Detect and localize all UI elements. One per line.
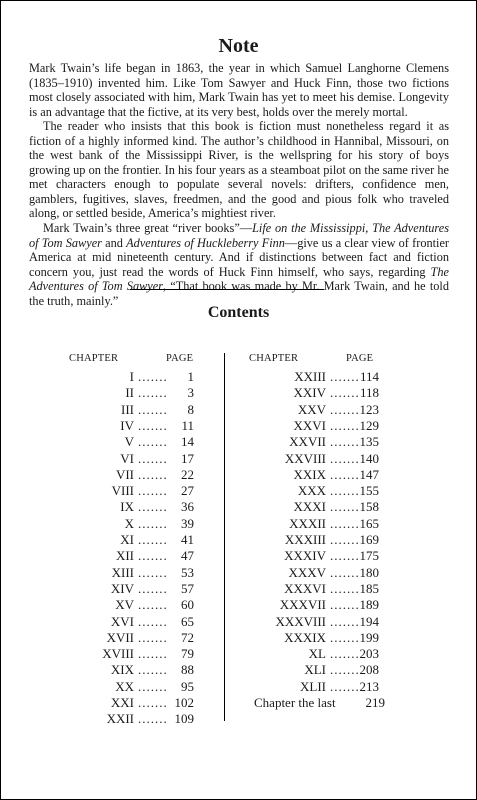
toc-entry (1, 499, 476, 515)
toc-page-number: 199 (359, 629, 379, 645)
toc-leader-dots: ....... (330, 385, 360, 401)
toc-page-number: 189 (359, 597, 379, 613)
toc-leader-dots: ....... (138, 548, 168, 564)
toc-entry (1, 597, 476, 613)
toc-entry-last (1, 695, 476, 711)
toc-leader-dots: ....... (138, 662, 168, 678)
left-page-header: PAGE (166, 353, 194, 364)
toc-leader-dots: ....... (330, 483, 360, 499)
toc-entry (1, 711, 476, 727)
toc-chapter-number: V (124, 434, 134, 450)
toc-leader-dots: ....... (138, 646, 168, 662)
toc-page-number: 219 (365, 695, 385, 710)
toc-page-number: 194 (359, 613, 379, 629)
toc-leader-dots: ....... (138, 434, 168, 450)
toc-chapter-number: XXX (297, 483, 326, 499)
toc-leader-dots: ....... (330, 417, 360, 433)
toc-page-number: 53 (181, 564, 194, 580)
toc-chapter-number: I (129, 369, 134, 384)
toc-chapter-number: VII (115, 466, 134, 482)
toc-page-number: 41 (181, 532, 194, 547)
toc-leader-dots: ....... (138, 466, 168, 482)
toc-page-number: 140 (359, 450, 379, 466)
toc-leader-dots: ....... (138, 401, 168, 417)
toc-page-number: 39 (181, 515, 194, 531)
toc-chapter-number: XLII (300, 678, 326, 694)
toc-leader-dots: ....... (330, 434, 360, 450)
toc-page-number: 72 (181, 629, 194, 645)
toc-leader-dots: ....... (330, 580, 360, 596)
toc-entry (1, 581, 476, 597)
toc-chapter-number: XXXV (288, 564, 326, 580)
toc-chapter-number: IX (120, 499, 134, 515)
toc-page-number: 36 (181, 499, 194, 515)
toc-page-number: 47 (181, 548, 194, 564)
toc-page-number: 208 (359, 662, 379, 678)
note-paragraph: The reader who insists that this book is fiction must nonetheless regard it as fiction of a highly informed kind. The author’s childhood in Hannibal, Missouri, on the west bank of the Mississippi River, is the wellspring for his story of boys growing up on the frontier. In his four years as a steamboat pilot on the same river he met characters enough to populate several novels: drifters, confidence men, gamblers, fugitives, slaves, freedmen, and the good and pious folk who traveled along, or settled beside, America’s mightiest river. (29, 119, 449, 221)
toc-page-number: 203 (359, 646, 379, 662)
toc-entry (1, 614, 476, 630)
toc-page-number: 1 (187, 369, 194, 384)
toc-leader-dots: ....... (330, 662, 360, 678)
toc-entry (1, 418, 476, 434)
toc-chapter-number: XVII (106, 629, 134, 645)
toc-page-number: 165 (359, 515, 379, 531)
toc-page-number: 22 (181, 466, 194, 482)
toc-leader-dots: ....... (138, 629, 168, 645)
toc-page-number: 147 (359, 466, 379, 482)
toc-leader-dots: ....... (138, 695, 168, 710)
note-body (29, 61, 449, 308)
toc-chapter-number: XXVI (293, 417, 326, 433)
toc-leader-dots: ....... (138, 515, 168, 531)
toc-entry (1, 385, 476, 401)
toc-leader-dots: ....... (138, 564, 168, 580)
toc-leader-dots: ....... (330, 678, 360, 694)
toc-entry (1, 483, 476, 499)
toc-chapter-number: XXI (110, 695, 134, 710)
toc-chapter-number: XXIX (293, 466, 326, 482)
toc-page-number: 185 (359, 580, 379, 596)
toc-chapter-number: IV (120, 417, 134, 433)
toc-page-number: 14 (181, 434, 194, 450)
toc-page-number: 11 (181, 417, 194, 433)
toc-leader-dots: ....... (138, 613, 168, 629)
toc-leader-dots: ....... (138, 678, 168, 694)
toc-leader-dots: ....... (138, 483, 168, 499)
toc-chapter-number: XIII (111, 564, 134, 580)
toc-leader-dots: ....... (138, 711, 168, 727)
toc-chapter-number: XXXIX (284, 629, 326, 645)
toc-chapter-number: III (121, 401, 134, 417)
toc-page-number: 213 (359, 678, 379, 694)
toc-entry (1, 646, 476, 662)
toc-page-number: 155 (359, 483, 379, 499)
toc-entry (1, 679, 476, 695)
toc-chapter-number: XXV (297, 401, 326, 417)
toc-page-number: 79 (181, 646, 194, 662)
toc-page-number: 175 (359, 548, 379, 564)
toc-page-number: 8 (187, 401, 194, 417)
toc-leader-dots: ....... (138, 417, 168, 433)
toc-leader-dots: ....... (330, 564, 360, 580)
toc-page-number: 109 (174, 711, 194, 727)
toc-chapter-title: Chapter the last (254, 695, 336, 710)
toc-page-number: 158 (359, 499, 379, 515)
toc-chapter-number: XL (308, 646, 326, 662)
toc-entry (1, 662, 476, 678)
toc-chapter-number: XXIV (293, 385, 326, 401)
toc-entry (1, 434, 476, 450)
toc-chapter-number: XXII (106, 711, 134, 727)
right-page-header: PAGE (346, 353, 374, 364)
toc-chapter-number: XXVIII (284, 450, 326, 466)
toc-leader-dots: ....... (330, 369, 360, 384)
toc-chapter-number: XV (115, 597, 134, 613)
toc-leader-dots: ....... (138, 532, 168, 547)
contents-title: Contents (207, 304, 270, 321)
toc-entry (1, 548, 476, 564)
toc-entry (1, 565, 476, 581)
toc-chapter-number: XI (120, 532, 134, 547)
toc-page-number: 135 (359, 434, 379, 450)
toc-chapter-number: VIII (111, 483, 134, 499)
toc-chapter-number: XXVII (289, 434, 326, 450)
toc-page-number: 129 (359, 417, 379, 433)
toc-page-number: 17 (181, 450, 194, 466)
toc-leader-dots: ....... (330, 532, 360, 547)
toc-leader-dots: ....... (138, 385, 168, 401)
toc-page-number: 180 (359, 564, 379, 580)
toc-chapter-number: VI (120, 450, 134, 466)
toc-page-number: 95 (181, 678, 194, 694)
toc-leader-dots: ....... (330, 629, 360, 645)
toc-chapter-number: XXXI (293, 499, 326, 515)
toc-chapter-number: XXXVIII (275, 613, 326, 629)
toc-chapter-number: XLI (304, 662, 326, 678)
toc-entry (1, 402, 476, 418)
toc-leader-dots: ....... (330, 548, 360, 564)
toc-leader-dots: ....... (138, 499, 168, 515)
toc-chapter-number: XVIII (102, 646, 134, 662)
toc-leader-dots: ....... (330, 466, 360, 482)
toc-leader-dots: ....... (330, 646, 360, 662)
toc-page-number: 57 (181, 580, 194, 596)
note-paragraph: Mark Twain’s life began in 1863, the year in which Samuel Langhorne Clemens (1835–1910) invented him. Like Tom Sawyer and Huck Finn, those two fictions most closely associated with him, Mark Twain has yet to meet his demise. Longevity is an advantage that the fictive, at its very best, holds over the merely mortal. (29, 61, 449, 119)
toc-chapter-number: XVI (110, 613, 134, 629)
toc-page-number: 114 (359, 369, 379, 384)
toc-leader-dots: ....... (138, 597, 168, 613)
section-divider (130, 289, 324, 290)
toc-page-number: 123 (359, 401, 379, 417)
toc-chapter-number: X (124, 515, 134, 531)
toc-page-number: 60 (181, 597, 194, 613)
note-paragraph: Mark Twain’s three great “river books”—Life on the Mississippi, The Adventures of Tom Sawyer and Adventures of Huckleberry Finn—give us a clear view of frontier America at mid nineteenth century. And if distinctions between fact and fiction concern you, just read the words of Huck Finn himself, who says, regarding The Adventures of Tom Sawyer, “That book was made by Mr. Mark Twain, and he told the truth, mainly.” (29, 221, 450, 308)
toc-entry (1, 467, 476, 483)
toc-page-number: 118 (359, 385, 379, 401)
left-chapter-header: CHAPTER (69, 353, 119, 364)
toc-leader-dots: ....... (330, 499, 360, 515)
toc-chapter-number: XXIII (294, 369, 326, 384)
toc-chapter-number: XXXIV (284, 548, 326, 564)
toc-leader-dots: ....... (330, 401, 360, 417)
toc-entry (1, 630, 476, 646)
toc-page-number: 88 (181, 662, 194, 678)
toc-leader-dots: ....... (330, 515, 360, 531)
toc-leader-dots: ....... (330, 450, 360, 466)
toc-entry (1, 369, 476, 385)
toc-leader-dots: ....... (330, 613, 360, 629)
toc-chapter-number: XXXVI (284, 580, 326, 596)
toc-chapter-number: XX (115, 678, 134, 694)
right-chapter-header: CHAPTER (249, 353, 299, 364)
toc-page-number: 65 (181, 613, 194, 629)
toc-chapter-number: XIV (110, 580, 134, 596)
toc-chapter-number: II (125, 385, 134, 401)
toc-chapter-number: XXXVII (279, 597, 326, 613)
toc-chapter-number: XIX (110, 662, 134, 678)
toc-page-number: 169 (359, 532, 379, 547)
toc-entry (1, 532, 476, 548)
toc-leader-dots: ....... (138, 580, 168, 596)
toc-chapter-number: XXXII (289, 515, 326, 531)
toc-entry (1, 516, 476, 532)
toc-leader-dots: ....... (138, 450, 168, 466)
toc-leader-dots: ....... (138, 369, 168, 384)
toc-page-number: 27 (181, 483, 194, 499)
toc-chapter-number: XXXIII (284, 532, 326, 547)
toc-chapter-number: XII (115, 548, 134, 564)
toc-page-number: 3 (187, 385, 194, 401)
note-title: Note (218, 35, 259, 57)
toc-leader-dots: ....... (330, 597, 360, 613)
toc-entry (1, 451, 476, 467)
toc-page-number: 102 (174, 695, 194, 710)
